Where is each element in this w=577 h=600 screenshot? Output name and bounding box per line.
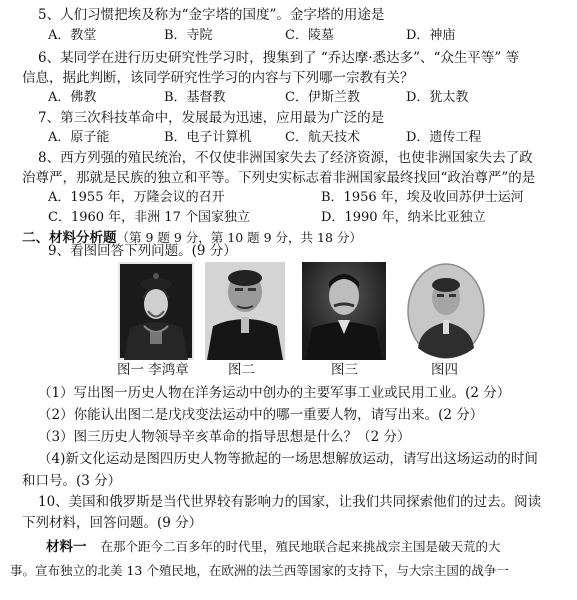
section2-note: （第 9 题 9 分，第 10 题 9 分，共 18 分）: [116, 230, 362, 245]
q9-stem: 9、看图回答下列问题。(9 分）: [48, 243, 237, 259]
material-1-label: 材料一: [46, 539, 87, 555]
q9-sub4-line2: 和口号。(3 分）: [22, 473, 122, 489]
q5-option-b: B．寺院: [164, 28, 213, 43]
photo-li-hongzhang: [118, 262, 194, 360]
q9-sub3: （3）图三历史人物领导辛亥革命的指导思想是什么？（2 分）: [38, 429, 411, 445]
q10-stem-line1: 10、美国和俄罗斯是当代世界较有影响力的国家，让我们共同探索他们的过去。阅读: [38, 494, 542, 510]
q8-option-c: C．1960 年，非洲 17 个国家独立: [48, 210, 250, 225]
q7-option-b: B．电子计算机: [164, 130, 252, 145]
material-1-line2: 事。宣布独立的北美 13 个殖民地，在欧洲的法兰西等国家的支持下，与大宗主国的战争一: [10, 563, 509, 578]
caption-figure-1: 图一 李鸿章: [117, 362, 189, 378]
q7-stem: 7、第三次科技革命中，发展最为迅速，应用最为广泛的是: [38, 110, 385, 126]
q5-option-d: D．神庙: [406, 28, 456, 43]
photo-figure-2: [205, 262, 285, 360]
q5-option-c: C．陵墓: [285, 28, 334, 43]
q9-sub2: （2）你能认出图二是戊戌变法运动中的哪一重要人物，请写出来。(2 分）: [38, 407, 484, 423]
q9-sub1: （1）写出图一历史人物在洋务运动中创办的主要军事工业或民用工业。(2 分）: [38, 385, 511, 401]
q7-option-d: D．遗传工程: [406, 130, 482, 145]
q6-stem-line1: 6、某同学在进行历史研究性学习时，搜集到了 “乔达摩·悉达多”、“众生平等” 等: [38, 50, 520, 66]
q7-option-c: C．航天技术: [285, 130, 360, 145]
section2-heading: 二、材料分析题: [22, 230, 117, 246]
q8-stem-line2: 治尊严，那就是民族的独立和平等。下列史实标志着非洲国家最终找回“政治尊严”的是: [22, 170, 536, 186]
q10-stem-line2: 下列材料，回答问题。(9 分）: [22, 515, 203, 531]
photo-figure-4: [406, 262, 486, 360]
caption-figure-3: 图三: [331, 362, 358, 378]
caption-figure-2: 图二: [228, 362, 255, 378]
material-1-line1: [46, 538, 501, 556]
q5-stem: 5、人们习惯把埃及称为“金字塔的国度”。金字塔的用途是: [38, 7, 385, 23]
q8-option-d: D．1990 年，纳米比亚独立: [321, 210, 486, 225]
caption-figure-4: 图四: [431, 362, 458, 378]
photo-figure-3: [302, 262, 386, 360]
q6-option-b: B．基督教: [164, 90, 226, 105]
material-1-text-1: 在那个距今二百多年的时代里，殖民地联合起来挑战宗主国是破天荒的大: [100, 539, 501, 554]
q8-stem-line1: 8、西方列强的殖民统治，不仅使非洲国家失去了经济资源，也使非洲国家失去了政: [38, 150, 533, 166]
q6-stem-line2: 信息，据此判断，该同学研究性学习的内容与下列哪一宗教有关？: [22, 70, 414, 86]
q7-option-a: A．原子能: [48, 130, 110, 145]
q8-option-a: A．1955 年，万隆会议的召开: [48, 190, 225, 205]
q6-option-d: D．犹太教: [406, 90, 469, 105]
q6-option-a: A．佛教: [48, 90, 97, 105]
q5-option-a: A．教堂: [48, 28, 97, 43]
q6-option-c: C．伊斯兰教: [285, 90, 360, 105]
q8-option-b: B．1956 年，埃及收回苏伊士运河: [321, 190, 524, 205]
q9-sub4-line1: （4)新文化运动是图四历史人物等掀起的一场思想解放运动，请写出这场运动的时间: [38, 451, 538, 467]
